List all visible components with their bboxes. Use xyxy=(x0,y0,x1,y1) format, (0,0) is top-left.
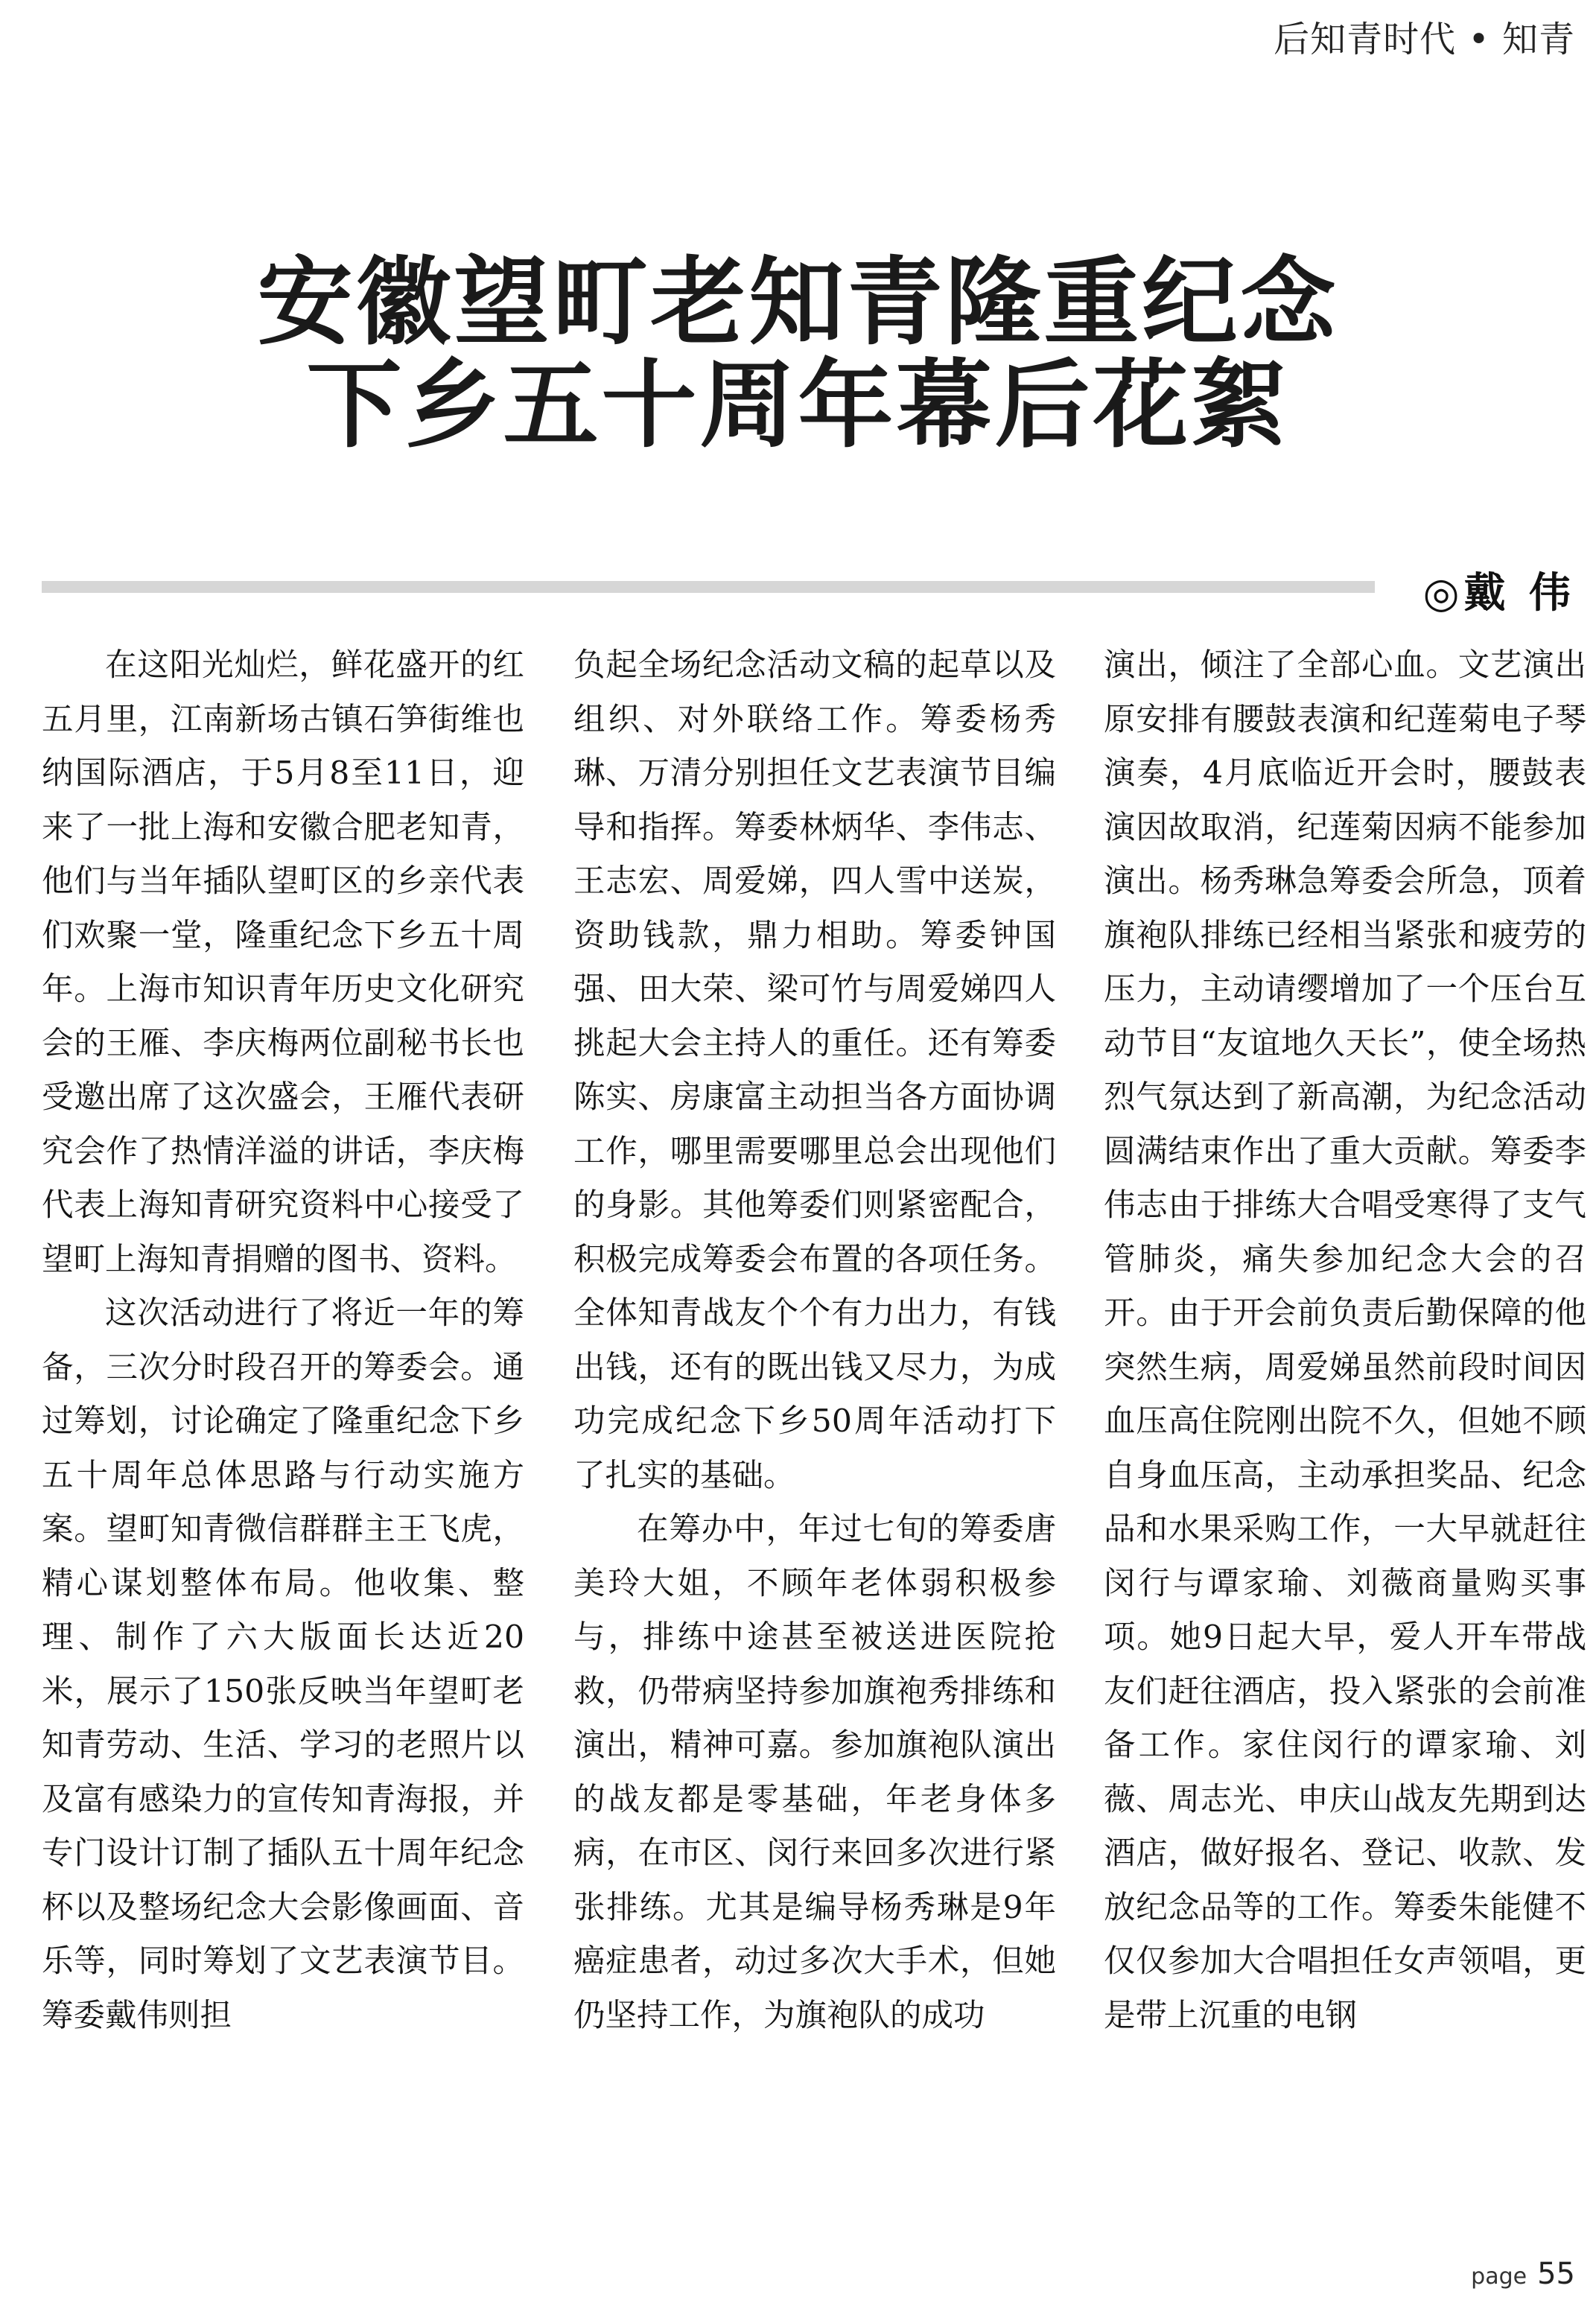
section-header: 后知青时代 • 知青 xyxy=(1274,19,1575,60)
paragraph: 在筹办中，年过七旬的筹委唐美玲大姐，不顾年老体弱积极参与，排练中途甚至被送进医院抢救，仍带病坚持参加旗袍秀排练和演出，精神可嘉。参加旗袍队演出的战友都是零基础，年老身体多病，在市区、闵行来回多次进行紧张排练。尤其是编导杨秀琳是9年癌症患者，动过多次大手术，但她仍坚持工作，为旗袍队的成功 xyxy=(573,1511,1056,2034)
page-label: page xyxy=(1471,2264,1527,2290)
article-title xyxy=(0,247,1596,461)
paragraph: 这次活动进行了将近一年的筹备，三次分时段召开的筹委会。通过筹划，讨论确定了隆重纪念下乡五十周年总体思路与行动实施方案。望町知青微信群群主王飞虎，精心谋划整体布局。他收集、整理、制作了六大版面长达近20米，展示了150张反映当年望町老知青劳动、生活、学习的老照片以及富有感染力的宣传知青海报，并专门设计订制了插队五十周年纪念杯以及整场纪念大会影像画面、音乐等，同时筹划了文艺表演节目。筹委戴伟则担 xyxy=(42,1295,524,2034)
paragraph-continued: 负起全场纪念活动文稿的起草以及组织、对外联络工作。筹委杨秀琳、万清分别担任文艺表演节目编导和指挥。筹委林炳华、李伟志、王志宏、周爱娣，四人雪中送炭，资助钱款，鼎力相助。筹委钟国强、田大荣、梁可竹与周爱娣四人挑起大会主持人的重任。还有筹委陈实、房康富主动担当各方面协调工作，哪里需要哪里总会出现他们的身影。其他筹委们则紧密配合，积极完成筹委会布置的各项任务。全体知青战友个个有力出力，有钱出钱，还有的既出钱又尽力，为成功完成纪念下乡50周年活动打下了扎实的基础。 xyxy=(573,647,1056,1494)
title-line-2: 下乡五十周年幕后花絮 xyxy=(306,350,1290,461)
title-divider xyxy=(42,581,1375,593)
page-number: 55 xyxy=(1537,2257,1575,2291)
page-footer xyxy=(1471,2257,1575,2291)
column-3 xyxy=(1104,639,1586,2203)
byline: ◎戴 伟 xyxy=(1422,569,1575,617)
paragraph: 在这阳光灿烂，鲜花盛开的红五月里，江南新场古镇石笋街维也纳国际酒店，于5月8至11日，迎来了一批上海和安徽合肥老知青，他们与当年插队望町区的乡亲代表们欢聚一堂，隆重纪念下乡五十周年。上海市知识青年历史文化研究会的王雁、李庆梅两位副秘书长也受邀出席了这次盛会，王雁代表研究会作了热情洋溢的讲话，李庆梅代表上海知青研究资料中心接受了望町上海知青捐赠的图书、资料。 xyxy=(42,647,524,1278)
title-line-1: 安徽望町老知青隆重纪念 xyxy=(257,247,1339,358)
column-2 xyxy=(573,639,1056,2203)
column-1 xyxy=(42,639,524,2203)
paragraph-continued: 演出，倾注了全部心血。文艺演出原安排有腰鼓表演和纪莲菊电子琴演奏，4月底临近开会时，腰鼓表演因故取消，纪莲菊因病不能参加演出。杨秀琳急筹委会所急，顶着旗袍队排练已经相当紧张和疲劳的压力，主动请缨增加了一个压台互动节目“友谊地久天长”，使全场热烈气氛达到了新高潮，为纪念活动圆满结束作出了重大贡献。筹委李伟志由于排练大合唱受寒得了支气管肺炎，痛失参加纪念大会的召开。由于开会前负责后勤保障的他突然生病，周爱娣虽然前段时间因血压高住院刚出院不久，但她不顾自身血压高，主动承担奖品、纪念品和水果采购工作，一大早就赶往闵行与谭家瑜、刘薇商量购买事项。她9日起大早，爱人开车带战友们赶往酒店，投入紧张的会前准备工作。家住闵行的谭家瑜、刘薇、周志光、申庆山战友先期到达酒店，做好报名、登记、收款、发放纪念品等的工作。筹委朱能健不仅仅参加大合唱担任女声领唱，更是带上沉重的电钢 xyxy=(1104,647,1586,2034)
